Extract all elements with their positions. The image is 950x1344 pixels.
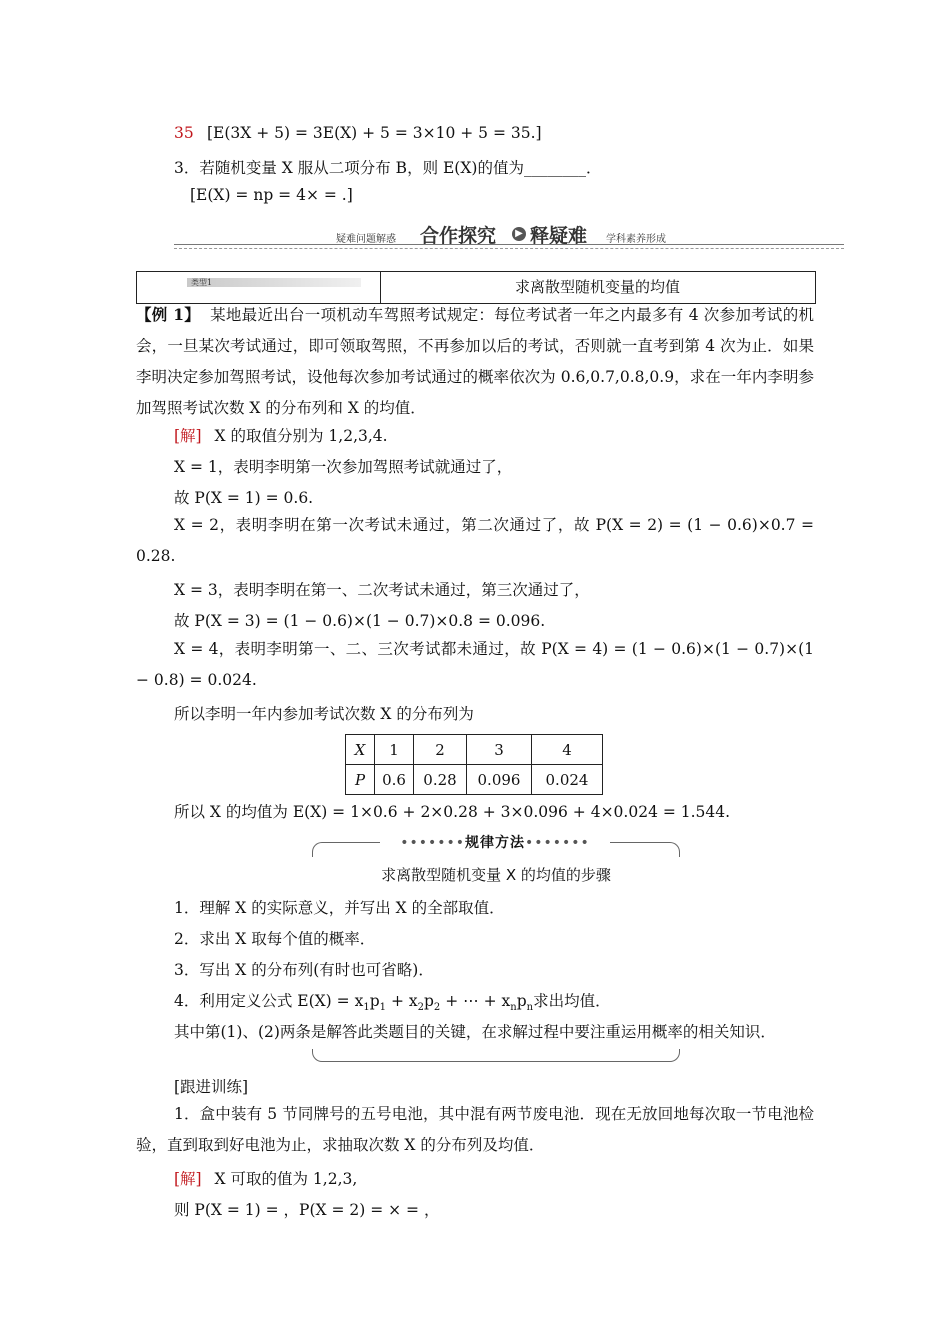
type-box-title: 求离散型随机变量的均值 (514, 278, 680, 296)
method-title: 求离散型随机变量 X 的均值的步骤 (381, 866, 611, 884)
table-cell: 2 (414, 735, 467, 765)
method-header: •••••••规律方法••••••• (380, 832, 610, 852)
method-step-3: 3．写出 X 的分布列(有时也可省略)． (174, 961, 434, 979)
practice-solution-label: [解] (174, 1170, 202, 1188)
banner-right-text: 学科素养形成 (606, 234, 666, 245)
practice-header: [跟进训练] (174, 1078, 249, 1096)
solution-line-7: X = 4，表明李明第一、二、三次考试都未通过，故 P(X = 4) = (1 − 0.6)×(1 − 0.7)×(1 − 0.8) = 0.024. (136, 640, 814, 689)
question-3-answer: [E(X) = np = 4× = .] (190, 186, 353, 204)
table-row (346, 735, 603, 765)
table-cell: X (346, 735, 375, 765)
example-1 (136, 299, 814, 424)
banner-rule-dashed (174, 248, 844, 249)
practice-solution-line-2: 则 P(X = 1) = ，P(X = 2) = × = ， (174, 1201, 440, 1219)
solution-conclusion: 所以 X 的均值为 E(X) = 1×0.6 + 2×0.28 + 3×0.096 + 4×0.024 = 1.544. (174, 803, 731, 821)
method-note: 其中第(1)、(2)两条是解答此类题目的关键，在求解过程中要注重运用概率的相关知识． (174, 1023, 776, 1041)
practice-question-1: 1．盒中装有 5 节同牌号的五号电池，其中混有两节废电池．现在无放回地每次取一节电池检验，直到取到好电池为止，求抽取次数 X 的分布列及均值． (136, 1105, 814, 1154)
method-step-4-pre: 4．利用定义公式 E(X) = x (174, 992, 364, 1010)
table-cell: 3 (467, 735, 532, 765)
table-cell: 0.024 (532, 765, 603, 795)
method-header-text: 规律方法 (465, 835, 525, 851)
question-3: 3．若随机变量 X 服从二项分布 B，则 E(X)的值为________． (174, 159, 602, 177)
table-cell: P (346, 765, 375, 795)
solution-label: [解] (174, 427, 202, 445)
banner-left-text: 疑难问题解惑 (336, 234, 396, 245)
practice-solution-text-1: X 可取的值为 1,2,3, (214, 1170, 358, 1188)
table-cell: 0.6 (375, 765, 414, 795)
table-cell: 4 (532, 735, 603, 765)
solution-line-5: X = 3，表明李明在第一、二次考试未通过，第三次通过了， (174, 581, 590, 599)
solution-line-4: X = 2，表明李明在第一次考试未通过，第二次通过了，故 P(X = 2) = (1 − 0.6)×0.7 = 0.28. (136, 516, 814, 565)
banner-arrow-icon: ▶ (512, 227, 526, 241)
solution-text-1: X 的取值分别为 1,2,3,4. (214, 427, 388, 445)
method-step-1: 1．理解 X 的实际意义，并写出 X 的全部取值． (174, 899, 505, 917)
solution-line-1 (174, 424, 388, 446)
solution-line-2: X = 1，表明李明第一次参加驾照考试就通过了， (174, 458, 513, 476)
table-cell: 1 (375, 735, 414, 765)
solution-line-3: 故 P(X = 1) = 0.6. (174, 489, 314, 507)
table-cell: 0.096 (467, 765, 532, 795)
type-tag: 类型1 (187, 278, 361, 287)
banner-rule (174, 244, 844, 245)
distribution-table (345, 734, 603, 795)
answer-explanation: [E(3X + 5) = 3E(X) + 5 = 3×10 + 5 = 35.] (207, 124, 542, 142)
answer-number: 35 (174, 124, 194, 142)
banner-title-a: 合作探究 (420, 225, 497, 247)
example-label: 【例 1】 (136, 305, 201, 324)
method-step-2: 2．求出 X 取每个值的概率． (174, 930, 376, 948)
method-step-4: 4．利用定义公式 $E(X) = x_1p_1 + x_2p_2$ + ⋯ + $x_np_n$求出均值． (174, 992, 611, 1014)
table-row (346, 765, 603, 795)
solution-line-6: 故 P(X = 3) = (1 − 0.6)×(1 − 0.7)×0.8 = 0.096. (174, 612, 546, 630)
solution-line-8: 所以李明一年内参加考试次数 X 的分布列为 (174, 705, 474, 723)
method-step-4-post: 求出均值． (533, 992, 611, 1010)
method-box-bottom (312, 1049, 680, 1062)
example-text: 某地最近出台一项机动车驾照考试规定：每位考试者一年之内最多有 4 次参加考试的机会，一旦某次考试通过，即可领取驾照，不再参加以后的考试，否则就一直考到第 4 次为止．如果李明决定参加驾照考试，设他每次参加考试通过的概率依次为 0.6,0.7,0.8,0.9，求在一年内李明参加驾照考试次数 X 的分布列和 X 的均值． (136, 306, 814, 417)
banner-title-b: 释疑难 (530, 225, 588, 247)
practice-solution-line-1 (174, 1167, 357, 1189)
table-cell: 0.28 (414, 765, 467, 795)
